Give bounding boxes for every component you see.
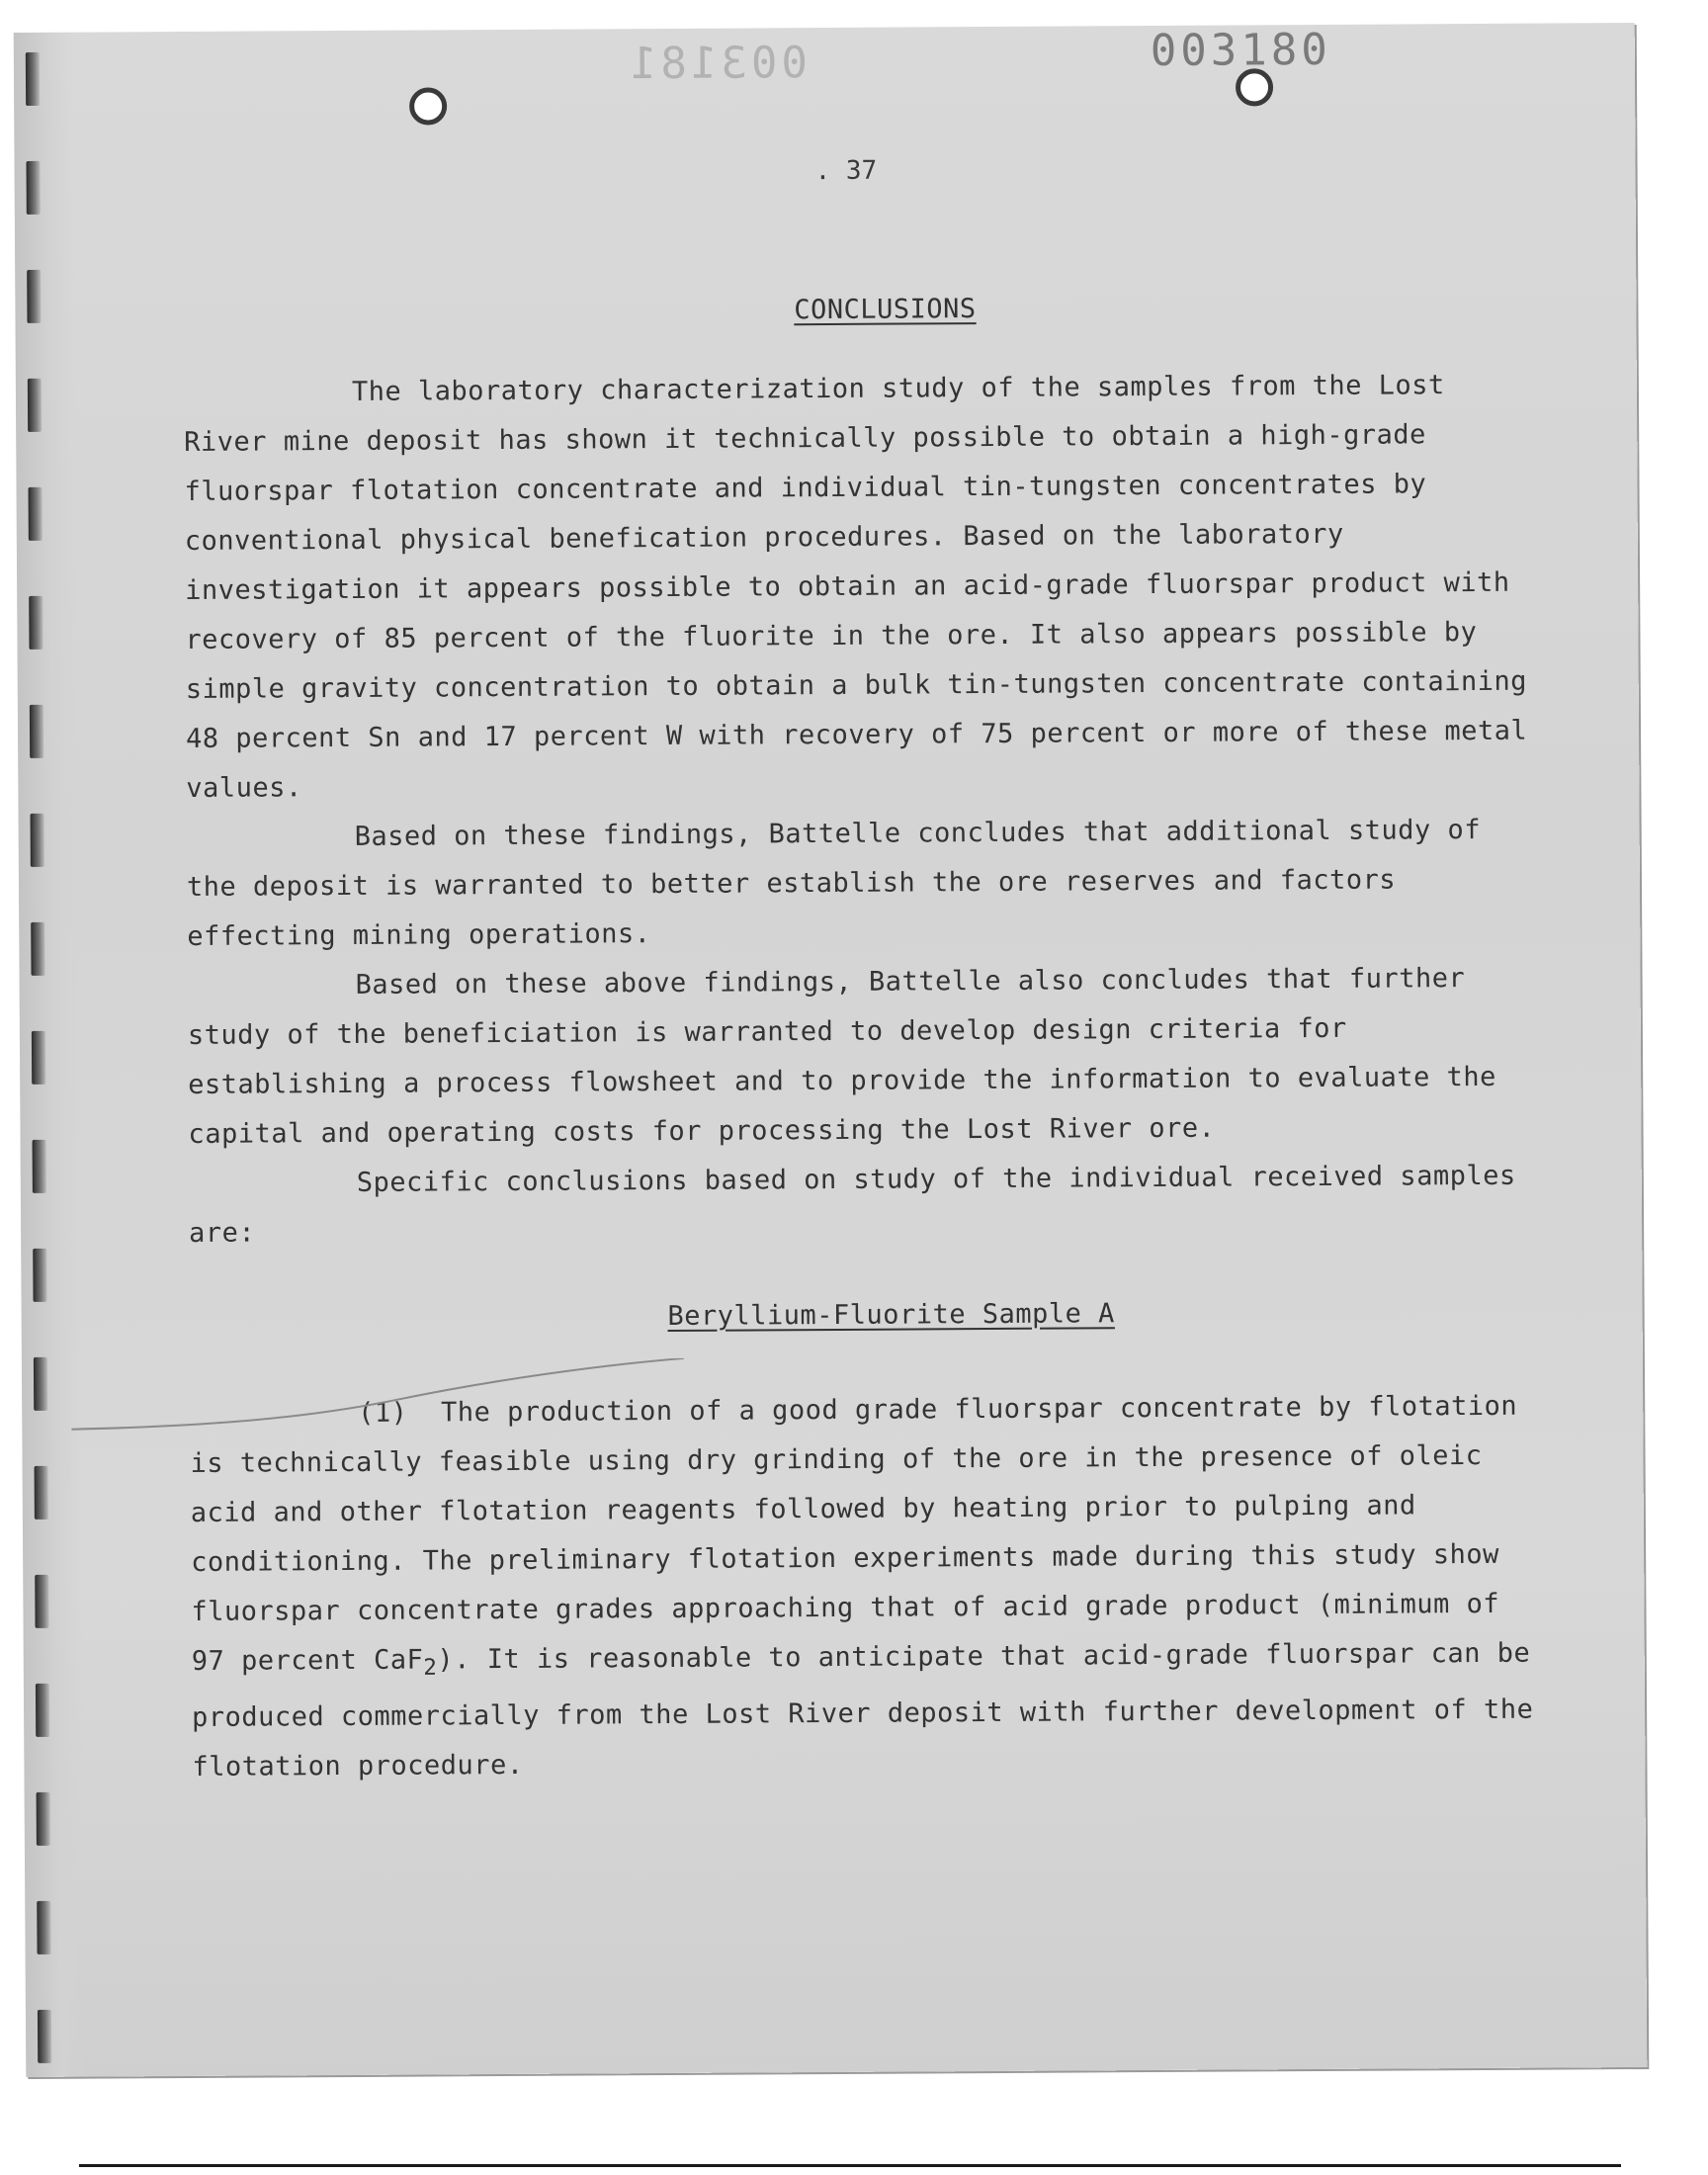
- paragraph: Based on these above findings, Battelle also concludes that further study of the beneficiation is warranted to develop design criteria for establishing a process flowsheet and to provide the information to evaluate the capital and operating costs for processing the Lost River ore.: [187, 963, 1496, 1150]
- item-number: (1): [358, 1397, 408, 1429]
- subsection-heading: Beryllium-Fluorite Sample A: [667, 1298, 1115, 1333]
- section-heading: CONCLUSIONS: [794, 294, 977, 326]
- binder-mark: [37, 1792, 50, 1846]
- binder-mark: [30, 705, 43, 758]
- binder-mark: [28, 379, 42, 432]
- item-text-continued: ). It is reasonable to anticipate that acid-grade fluorspar can be produced commercially from the Lost River deposit with further development of the flotation procedure.: [192, 1637, 1534, 1784]
- paper-scratch-mark: [71, 1358, 685, 1451]
- document-body: [183, 290, 1595, 1792]
- document-number-stamp: 003180: [1150, 24, 1331, 77]
- binder-mark: [36, 1684, 49, 1737]
- binding-edge: [14, 33, 86, 2077]
- paragraph: The laboratory characterization study of the samples from the Lost River mine deposit has shown it technically possible to obtain a high-grade fluorspar flotation concentrate and individual tin-tungsten concentrates by conventional physical benefication procedures. Based on the laboratory investigation it appears possible to obtain an acid-grade fluorspar product with recovery of 85 percent of the fluorite in the ore. It also appears possible by simple gravity concentration to obtain a bulk tin-tungsten concentrate containing 48 percent Sn and 17 percent W with recovery of 75 percent or more of these metal values.: [184, 370, 1528, 804]
- binder-mark: [31, 922, 44, 976]
- binder-mark: [27, 270, 41, 323]
- binder-mark: [29, 487, 43, 541]
- binder-mark: [37, 1901, 50, 1955]
- binder-mark: [35, 1466, 48, 1520]
- binder-mark: [33, 1249, 46, 1302]
- binder-mark: [33, 1140, 46, 1193]
- paragraph: Based on these findings, Battelle concludes that additional study of the deposit is warranted to better establish the ore reserves and factors effecting mining operations.: [186, 814, 1482, 952]
- scanned-page: [14, 23, 1648, 2077]
- formula-subscript: 2: [423, 1654, 438, 1681]
- scan-bottom-rule: [79, 2164, 1621, 2167]
- binder-mark: [34, 1357, 47, 1411]
- binder-mark: [26, 161, 40, 215]
- bleed-through-stamp: 003181: [626, 38, 809, 90]
- binder-mark: [31, 814, 44, 867]
- binder-mark: [32, 1031, 45, 1085]
- binder-mark: [29, 596, 43, 650]
- binder-mark: [38, 2010, 51, 2063]
- binder-mark: [26, 52, 40, 106]
- binder-mark: [35, 1575, 48, 1628]
- item-text: The production of a good grade fluorspar concentrate by flotation is technically feasible using dry grinding of the ore in the presence of oleic acid and other flotation reagents followed by heating prior to pulping and conditioning. The preliminary flotation experiments made during this study show fluorspar concentrate grades approaching that of acid grade product (minimum of 97 percent CaF: [190, 1390, 1518, 1677]
- paragraph: Specific conclusions based on study of the individual received samples are:: [189, 1160, 1516, 1249]
- punch-hole: [409, 87, 447, 125]
- page-number: . 37: [814, 155, 878, 187]
